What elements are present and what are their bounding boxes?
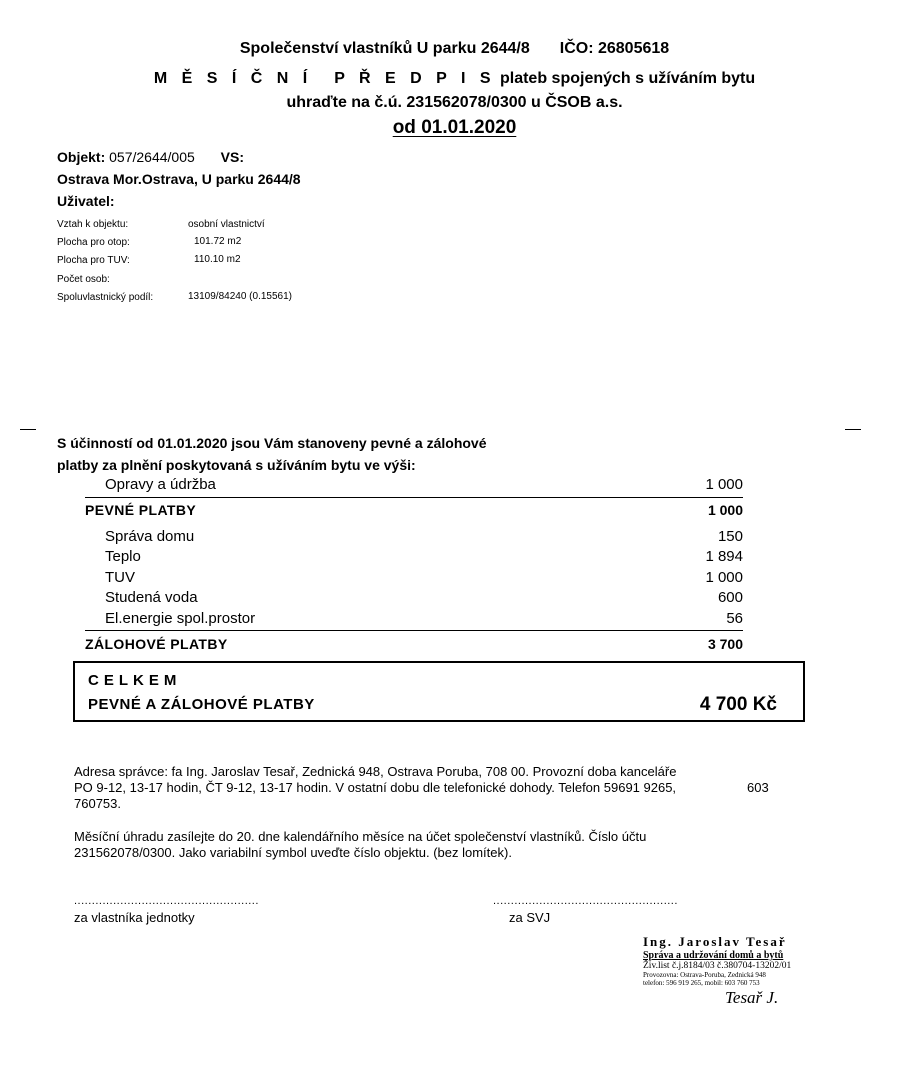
header-line-1 xyxy=(0,40,909,58)
stamp-line-2: Správa a udržování domů a bytů xyxy=(643,950,784,961)
divider xyxy=(85,497,743,498)
intro-line-2: platby za plnění poskytovaná s užíváním bytu ve výši: xyxy=(57,457,416,473)
payment-row xyxy=(85,610,743,630)
payment-name: Správa domu xyxy=(105,528,195,545)
advance-total-label: ZÁLOHOVÉ PLATBY xyxy=(85,636,228,652)
effective-date-text: od 01.01.2020 xyxy=(392,117,517,138)
handwritten-signature: Tesař J. xyxy=(725,988,779,1007)
payment-value: 1 000 xyxy=(705,476,743,493)
payment-value: 1 000 xyxy=(705,569,743,586)
admin-address-line-2-tail: 603 xyxy=(747,780,769,795)
advance-total-value: 3 700 xyxy=(707,636,743,652)
detail-value-tuv-area: 110.10 m2 xyxy=(194,254,241,265)
detail-label-share: Spoluvlastnický podíl: xyxy=(57,292,154,303)
grand-total-box xyxy=(73,661,805,722)
signature-label-right: za SVJ xyxy=(509,910,551,925)
payment-name: Studená voda xyxy=(105,589,198,606)
payment-name: El.energie spol.prostor xyxy=(105,610,256,627)
payment-note-line-1: Měsíční úhradu zasílejte do 20. dne kalendářního měsíce na účet společenství vlastníků. Číslo účtu xyxy=(74,829,647,844)
advance-total-row xyxy=(85,636,743,656)
signature-line-right: .................................................... xyxy=(493,895,678,907)
detail-label-tuv-area: Plocha pro TUV: xyxy=(57,255,130,266)
object-label: Objekt: xyxy=(57,149,106,165)
detail-value-relation: osobní vlastnictví xyxy=(188,219,265,230)
fixed-total-value: 1 000 xyxy=(707,502,743,518)
object-address: Ostrava Mor.Ostrava, U parku 2644/8 xyxy=(57,171,301,187)
admin-address-line-2: PO 9-12, 13-17 hodin, ČT 9-12, 13-17 hodin. V ostatní dobu dle telefonické dohody. Telefon 59691 9265, xyxy=(74,780,677,795)
signature-label-left: za vlastníka jednotky xyxy=(74,910,195,925)
payment-row xyxy=(85,589,743,609)
payment-name: Opravy a údržba xyxy=(105,476,216,493)
stamp-name: Ing. Jaroslav Tesař xyxy=(643,934,787,949)
title-rest: plateb spojených s užíváním bytu xyxy=(499,70,756,87)
detail-value-heating-area: 101.72 m2 xyxy=(194,236,242,247)
grand-total-label-2: PEVNÉ A ZÁLOHOVÉ PLATBY xyxy=(88,696,315,713)
payment-row xyxy=(85,569,743,589)
association-name: Společenství vlastníků U parku 2644/8 xyxy=(239,40,530,57)
detail-label-persons: Počet osob: xyxy=(57,274,110,285)
object-value: 057/2644/005 xyxy=(109,149,195,165)
ico-number: IČO: 26805618 xyxy=(559,40,670,57)
payment-row xyxy=(85,548,743,568)
title-mesicni: M Ě S Í Č N Í xyxy=(153,70,313,87)
payment-value: 150 xyxy=(717,528,743,545)
title-predpis: P Ř E D P I S xyxy=(334,70,496,87)
object-line xyxy=(57,149,244,165)
payment-value: 1 894 xyxy=(705,548,743,565)
fold-mark-right xyxy=(845,429,861,430)
header-line-2 xyxy=(0,70,909,88)
payment-row xyxy=(85,528,743,548)
bank-account-line: uhraďte na č.ú. 231562078/0300 u ČSOB a.s. xyxy=(286,94,623,111)
payment-note-line-2: 231562078/0300. Jako variabilní symbol uveďte číslo objektu. (bez lomítek). xyxy=(74,845,512,860)
intro-line-1: S účinností od 01.01.2020 jsou Vám stanoveny pevné a zálohové xyxy=(57,435,487,451)
fixed-total-row xyxy=(85,502,743,522)
signature-line-left: .................................................... xyxy=(74,895,259,907)
fixed-total-label: PEVNÉ PLATBY xyxy=(85,502,197,518)
payment-name: Teplo xyxy=(105,548,141,565)
admin-address-line-1: Adresa správce: fa Ing. Jaroslav Tesař, Zednická 948, Ostrava Poruba, 708 00. Provozní doba kanceláře xyxy=(74,764,677,779)
divider xyxy=(85,630,743,631)
company-stamp xyxy=(643,934,823,1008)
vs-label: VS: xyxy=(220,149,244,165)
payment-name: TUV xyxy=(105,569,135,586)
payment-row xyxy=(85,476,743,496)
admin-address-line-3: 760753. xyxy=(74,796,121,811)
grand-total-label-1: CELKEM xyxy=(88,672,182,689)
user-label: Uživatel: xyxy=(57,193,115,209)
effective-date xyxy=(0,117,909,139)
grand-total-value: 4 700 Kč xyxy=(699,694,777,715)
payment-value: 600 xyxy=(717,589,743,606)
detail-label-relation: Vztah k objektu: xyxy=(57,219,129,230)
stamp-line-5: telefon: 596 919 265, mobil: 603 760 753 xyxy=(643,979,760,987)
stamp-line-4: Provozovna: Ostrava-Poruba, Zednická 948 xyxy=(643,971,766,979)
fold-mark-left xyxy=(20,429,36,430)
detail-value-share: 13109/84240 (0.15561) xyxy=(188,291,292,302)
stamp-line-3: Živ.list č.j.8184/03 č.380704-13202/01 xyxy=(643,961,792,971)
detail-label-heating-area: Plocha pro otop: xyxy=(57,237,130,248)
payment-value: 56 xyxy=(726,610,743,627)
